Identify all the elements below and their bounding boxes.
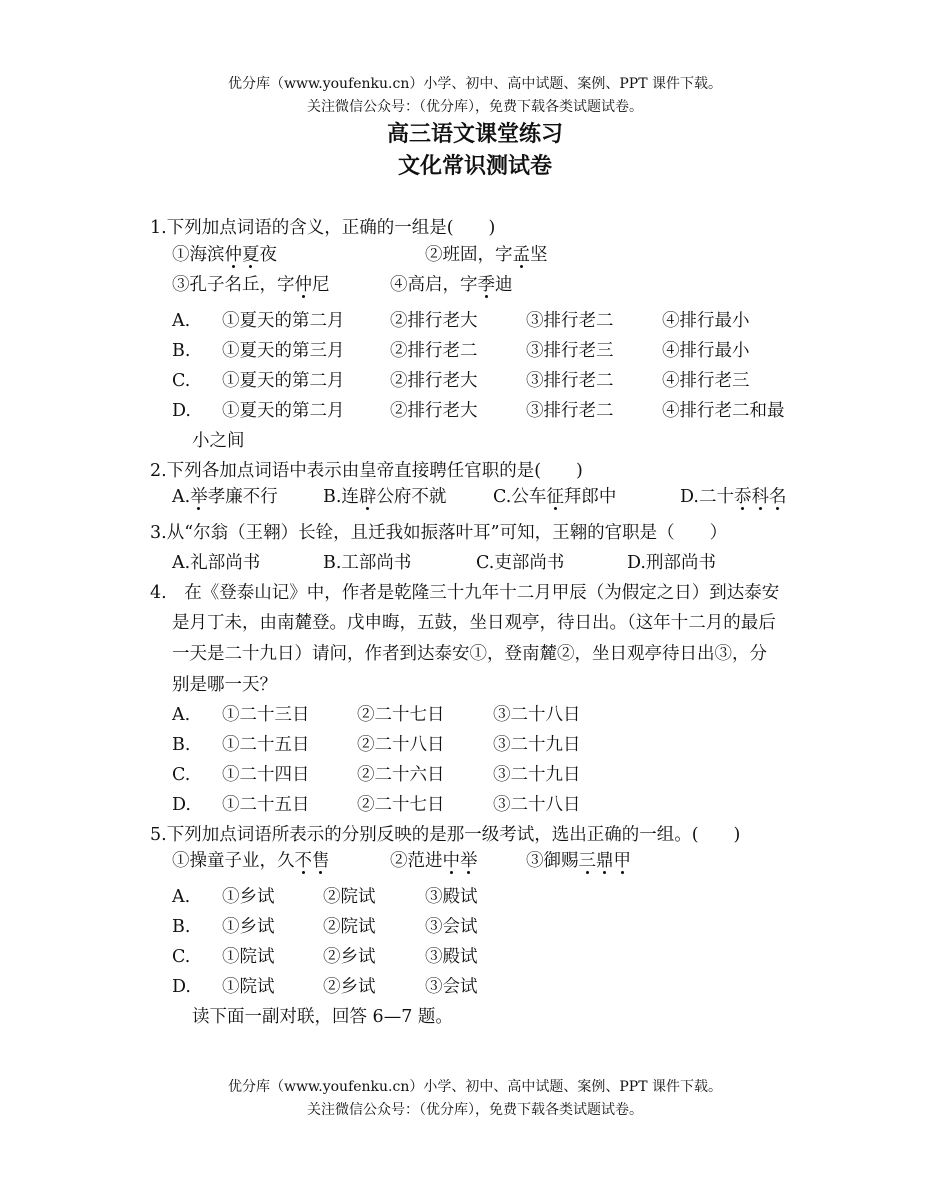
q4-option-cell: ②二十八日: [357, 735, 445, 755]
q1-option-cell: ①夏天的第二月: [222, 371, 345, 391]
q5-option-cell: ③会试: [425, 977, 478, 997]
q1-option-cell: ②排行老大: [390, 311, 478, 331]
emphasis-char: 仲: [294, 275, 312, 295]
q4-stem-line-1: 4. 在《登泰山记》中，作者是乾隆三十九年十二月甲辰（为假定之日）到达泰安: [150, 583, 780, 603]
q1-option-cell: ①夏天的第三月: [222, 341, 345, 361]
q5-option-letter: C.: [172, 947, 191, 967]
emphasis-char: 季: [477, 275, 495, 295]
footer-line-2: 关注微信公众号：（优分库），免费下载各类试题试卷。: [307, 1102, 643, 1118]
q4-option-cell: ①二十三日: [222, 705, 310, 725]
q1-option-cell: ①夏天的第二月: [222, 401, 345, 421]
q5-item-3: ③御赐三鼎甲: [526, 851, 631, 871]
q2-option-b: B.连辟公府不就: [323, 487, 447, 507]
q5-option-cell: ②院试: [323, 887, 376, 907]
q5-option-letter: B.: [172, 917, 191, 937]
q2-option-c: C.公车征拜郎中: [493, 487, 617, 507]
emphasis-char: 鼎: [596, 851, 614, 871]
q1-option-letter: A.: [172, 311, 191, 331]
q4-stem-line-3: 一天是二十九日）请问，作者到达泰安①，登南麓②，坐日观亭待日出③，分: [172, 644, 767, 664]
q1-option-cell: ③排行老三: [526, 341, 614, 361]
q5-option-letter: D.: [172, 977, 191, 997]
page-subtitle: 文化常识测试卷: [397, 154, 552, 179]
footer-line-1: 优分库（www.youfenku.cn）小学、初中、高中试题、案例、PPT 课件下载。: [227, 1079, 722, 1095]
q2-option-a: A.举孝廉不行: [172, 487, 278, 507]
q1-option-cell: ②排行老大: [390, 401, 478, 421]
q1-option-cell: ②排行老大: [390, 371, 478, 391]
q4-option-cell: ②二十七日: [357, 705, 445, 725]
emphasis-char: 夏: [242, 245, 260, 265]
q3-option: B.工部尚书: [323, 553, 412, 573]
q4-option-letter: D.: [172, 795, 191, 815]
q1-option-cell: ④排行最小: [662, 311, 750, 331]
q4-option-cell: ①二十五日: [222, 735, 310, 755]
emphasis-char: 科: [751, 487, 769, 507]
page-title: 高三语文课堂练习: [386, 122, 563, 147]
emphasis-char: 名: [768, 487, 787, 507]
q4-option-cell: ③二十九日: [493, 765, 581, 785]
emphasis-char: 三: [578, 851, 596, 871]
q5-option-cell: ②乡试: [323, 947, 376, 967]
q5-option-cell: ②乡试: [323, 977, 376, 997]
q5-option-cell: ①乡试: [222, 887, 275, 907]
q4-stem-line-2: 是月丁未，由南麓登。戊申晦，五鼓，坐日观亭，待日出。（这年十二月的最后: [172, 613, 776, 633]
q1-item-4: ④高启，字季迪: [390, 275, 513, 295]
q5-option-cell: ①院试: [222, 977, 275, 997]
emphasis-char: 辟: [358, 487, 377, 507]
q5-option-letter: A.: [172, 887, 191, 907]
emphasis-char: 中: [442, 851, 460, 871]
q1-option-cell: ③排行老二: [526, 311, 614, 331]
q1-item-1: ①海滨仲夏夜: [172, 245, 277, 265]
q1-item-3: ③孔子名丘，字仲尼: [172, 275, 330, 295]
q1-item-2: ②班固，字孟坚: [425, 245, 548, 265]
emphasis-char: 售: [312, 851, 330, 871]
q5-item-2: ②范进中举: [390, 851, 478, 871]
q4-option-letter: C.: [172, 765, 191, 785]
q1-option-letter: D.: [172, 401, 191, 421]
q1-option-cell: ①夏天的第二月: [222, 311, 345, 331]
emphasis-char: 甲: [613, 851, 631, 871]
q3-option: D.刑部尚书: [627, 553, 716, 573]
q5-item-1: ①操童子业，久不售: [172, 851, 330, 871]
q1-option-cell: ③排行老二: [526, 401, 614, 421]
q1-option-cell: ②排行老二: [390, 341, 478, 361]
emphasis-char: 孟: [512, 245, 530, 265]
q6-7-intro: 读下面一副对联，回答 6—7 题。: [192, 1007, 453, 1027]
q5-option-cell: ①院试: [222, 947, 275, 967]
q4-option-cell: ③二十九日: [493, 735, 581, 755]
q1-option-cell: ③排行老二: [526, 371, 614, 391]
q5-option-cell: ②院试: [323, 917, 376, 937]
q4-stem-line-4: 别是哪一天？: [172, 675, 277, 695]
emphasis-char: 不: [294, 851, 312, 871]
header-line-2: 关注微信公众号：（优分库），免费下载各类试题试卷。: [307, 99, 643, 115]
q4-option-cell: ②二十七日: [357, 795, 445, 815]
q1-option-letter: C.: [172, 371, 191, 391]
q4-option-cell: ①二十四日: [222, 765, 310, 785]
emphasis-char: 仲: [224, 245, 242, 265]
q1-option-d-continuation: 小之间: [192, 431, 245, 451]
q4-option-cell: ③二十八日: [493, 795, 581, 815]
emphasis-char: 举: [190, 487, 208, 507]
q4-option-cell: ②二十六日: [357, 765, 445, 785]
q4-option-cell: ①二十五日: [222, 795, 310, 815]
emphasis-char: 征: [546, 487, 564, 507]
q5-stem: 5.下列加点词语所表示的分别反映的是那一级考试，选出正确的一组。( ): [150, 825, 741, 845]
q5-option-cell: ③殿试: [425, 947, 478, 967]
q5-option-cell: ①乡试: [222, 917, 275, 937]
q1-stem: 1.下列加点词语的含义，正确的一组是( ): [150, 218, 496, 238]
q3-option: A.礼部尚书: [172, 553, 261, 573]
q3-stem: 3.从“尔翁（王翱）长铨，且迁我如振落叶耳”可知，王翱的官职是（ ）: [150, 523, 728, 543]
q1-option-cell: ④排行老三: [662, 371, 750, 391]
q4-option-letter: A.: [172, 705, 191, 725]
q3-option: C.吏部尚书: [476, 553, 565, 573]
q5-option-cell: ③殿试: [425, 887, 478, 907]
emphasis-char: 忝: [733, 487, 752, 507]
q1-option-cell: ④排行最小: [662, 341, 750, 361]
q2-stem: 2.下列各加点词语中表示由皇帝直接聘任官职的是( ): [150, 461, 583, 481]
q4-option-cell: ③二十八日: [493, 705, 581, 725]
emphasis-char: 举: [460, 851, 478, 871]
q2-option-d: D.二十忝科名: [680, 487, 787, 507]
header-line-1: 优分库（www.youfenku.cn）小学、初中、高中试题、案例、PPT 课件下载。: [227, 76, 722, 92]
q1-option-letter: B.: [172, 341, 191, 361]
q5-option-cell: ③会试: [425, 917, 478, 937]
q4-option-letter: B.: [172, 735, 191, 755]
q1-option-cell: ④排行老二和最: [662, 401, 785, 421]
